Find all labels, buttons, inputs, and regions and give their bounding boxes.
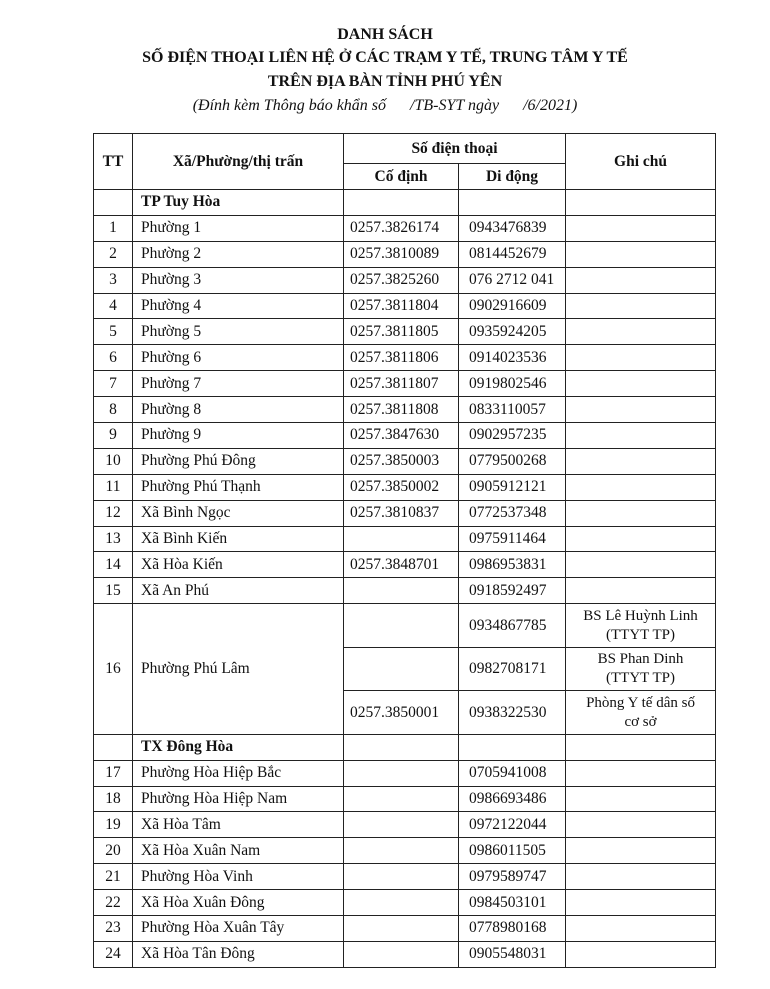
- cell-fixed: 0257.3811808: [344, 397, 459, 423]
- cell-area-name: Phường 4: [133, 293, 344, 319]
- cell-tt: 7: [94, 371, 133, 397]
- cell-fixed: [344, 890, 459, 916]
- cell-mobile: [459, 734, 566, 760]
- cell-area-name: Xã Bình Ngọc: [133, 500, 344, 526]
- cell-note: [566, 448, 716, 474]
- cell-mobile: 0779500268: [459, 448, 566, 474]
- cell-area-name: Phường Phú Đông: [133, 448, 344, 474]
- cell-fixed: [344, 604, 459, 648]
- cell-area-name: Xã Hòa Tân Đông: [133, 941, 344, 967]
- cell-tt: 4: [94, 293, 133, 319]
- header-phone: Số điện thoại: [344, 134, 566, 164]
- cell-mobile: 0914023536: [459, 345, 566, 371]
- cell-area-name: Phường 9: [133, 423, 344, 449]
- cell-fixed: 0257.3850003: [344, 448, 459, 474]
- table-row: [94, 890, 716, 916]
- cell-area-name: Phường Phú Lâm: [133, 604, 344, 735]
- table-row: [94, 578, 716, 604]
- table-row: [94, 397, 716, 423]
- table-row: [94, 552, 716, 578]
- cell-area-name: Phường 5: [133, 319, 344, 345]
- cell-tt: 22: [94, 890, 133, 916]
- cell-tt: 14: [94, 552, 133, 578]
- cell-area-name: Phường Hòa Vinh: [133, 864, 344, 890]
- cell-tt: 21: [94, 864, 133, 890]
- cell-area-name: Xã An Phú: [133, 578, 344, 604]
- cell-area-name: Phường Hòa Hiệp Bắc: [133, 760, 344, 786]
- table-row: [94, 293, 716, 319]
- header-mobile: Di động: [459, 164, 566, 190]
- cell-tt: 24: [94, 941, 133, 967]
- cell-tt: 2: [94, 241, 133, 267]
- note-line: Phòng Y tế dân số: [586, 694, 695, 711]
- cell-fixed: 0257.3811805: [344, 319, 459, 345]
- cell-note: [566, 604, 716, 648]
- cell-area-name: Phường Hòa Hiệp Nam: [133, 786, 344, 812]
- cell-mobile: 0986693486: [459, 786, 566, 812]
- document-subtitle: (Đính kèm Thông báo khẩn số /TB-SYT ngày /6/2021): [192, 97, 578, 114]
- cell-tt: 10: [94, 448, 133, 474]
- cell-fixed: [344, 647, 459, 691]
- cell-note: [566, 890, 716, 916]
- cell-note: [566, 293, 716, 319]
- cell-fixed: [344, 864, 459, 890]
- table-row: [94, 915, 716, 941]
- cell-tt: [94, 734, 133, 760]
- cell-note: [566, 371, 716, 397]
- cell-area-name: Phường Phú Thạnh: [133, 474, 344, 500]
- cell-area-name: Phường 7: [133, 371, 344, 397]
- table-row: [94, 864, 716, 890]
- cell-mobile: 076 2712 041: [459, 267, 566, 293]
- cell-area-name: Phường 3: [133, 267, 344, 293]
- cell-area-name: Xã Hòa Xuân Đông: [133, 890, 344, 916]
- cell-area-name: Phường 2: [133, 241, 344, 267]
- cell-mobile: 0972122044: [459, 812, 566, 838]
- cell-mobile: 0919802546: [459, 371, 566, 397]
- cell-mobile: 0938322530: [459, 691, 566, 735]
- cell-tt: 18: [94, 786, 133, 812]
- table-row: [94, 267, 716, 293]
- cell-fixed: 0257.3811807: [344, 371, 459, 397]
- cell-mobile: 0986011505: [459, 838, 566, 864]
- table-row: [94, 941, 716, 967]
- cell-area-name: Phường 6: [133, 345, 344, 371]
- cell-tt: 11: [94, 474, 133, 500]
- cell-tt: 23: [94, 915, 133, 941]
- cell-note: [566, 786, 716, 812]
- cell-note: [566, 474, 716, 500]
- cell-note: [566, 345, 716, 371]
- cell-fixed: 0257.3850002: [344, 474, 459, 500]
- cell-tt: 16: [94, 604, 133, 735]
- cell-tt: 6: [94, 345, 133, 371]
- cell-mobile: 0902916609: [459, 293, 566, 319]
- cell-area-name: Phường 8: [133, 397, 344, 423]
- group-name: TP Tuy Hòa: [133, 190, 344, 216]
- table-row: [94, 241, 716, 267]
- table-row: [94, 371, 716, 397]
- cell-mobile: 0943476839: [459, 215, 566, 241]
- cell-area-name: Xã Hòa Kiến: [133, 552, 344, 578]
- cell-area-name: Xã Bình Kiến: [133, 526, 344, 552]
- cell-fixed: 0257.3825260: [344, 267, 459, 293]
- cell-fixed: [344, 812, 459, 838]
- cell-mobile: 0975911464: [459, 526, 566, 552]
- cell-note: [566, 500, 716, 526]
- cell-fixed: [344, 760, 459, 786]
- cell-note: [566, 915, 716, 941]
- cell-note: [566, 397, 716, 423]
- table-row: [94, 838, 716, 864]
- note-line: cơ sở: [624, 713, 657, 730]
- table-row: [94, 526, 716, 552]
- table-row: [94, 215, 716, 241]
- cell-tt: 9: [94, 423, 133, 449]
- cell-area-name: Xã Hòa Tâm: [133, 812, 344, 838]
- table-row: [94, 604, 716, 648]
- header-fixed: Cố định: [344, 164, 459, 190]
- cell-note: [566, 864, 716, 890]
- cell-fixed: [344, 786, 459, 812]
- cell-note: [566, 838, 716, 864]
- cell-fixed: 0257.3847630: [344, 423, 459, 449]
- table-row: [94, 474, 716, 500]
- cell-tt: 17: [94, 760, 133, 786]
- header-tt: TT: [94, 134, 133, 190]
- cell-tt: 8: [94, 397, 133, 423]
- cell-note: [566, 552, 716, 578]
- cell-note: [566, 267, 716, 293]
- cell-fixed: [344, 915, 459, 941]
- group-row: [94, 734, 716, 760]
- table-row: [94, 786, 716, 812]
- cell-fixed: 0257.3810089: [344, 241, 459, 267]
- cell-tt: 15: [94, 578, 133, 604]
- table-body: [94, 190, 716, 968]
- cell-mobile: 0934867785: [459, 604, 566, 648]
- cell-mobile: 0986953831: [459, 552, 566, 578]
- cell-tt: 3: [94, 267, 133, 293]
- document-title: DANH SÁCH: [337, 26, 433, 43]
- header-note: Ghi chú: [566, 134, 716, 190]
- cell-mobile: 0984503101: [459, 890, 566, 916]
- document-title-line-3: TRÊN ĐỊA BÀN TỈNH PHÚ YÊN: [267, 73, 503, 90]
- cell-mobile: 0982708171: [459, 647, 566, 691]
- cell-mobile: 0778980168: [459, 915, 566, 941]
- group-name: TX Đông Hòa: [133, 734, 344, 760]
- cell-fixed: 0257.3811804: [344, 293, 459, 319]
- cell-fixed: [344, 734, 459, 760]
- cell-note: [566, 526, 716, 552]
- table-row: [94, 345, 716, 371]
- cell-note: [566, 812, 716, 838]
- cell-fixed: 0257.3848701: [344, 552, 459, 578]
- cell-fixed: [344, 838, 459, 864]
- cell-tt: 1: [94, 215, 133, 241]
- phone-directory-table: [93, 133, 716, 968]
- cell-area-name: Xã Hòa Xuân Nam: [133, 838, 344, 864]
- table-row: [94, 319, 716, 345]
- table-row: [94, 812, 716, 838]
- cell-mobile: 0772537348: [459, 500, 566, 526]
- cell-fixed: [344, 578, 459, 604]
- cell-note: [566, 734, 716, 760]
- cell-fixed: 0257.3810837: [344, 500, 459, 526]
- cell-fixed: [344, 190, 459, 216]
- cell-mobile: 0935924205: [459, 319, 566, 345]
- cell-note: [566, 760, 716, 786]
- table-row: [94, 500, 716, 526]
- cell-note: [566, 241, 716, 267]
- cell-tt: [94, 190, 133, 216]
- cell-mobile: [459, 190, 566, 216]
- cell-mobile: 0833110057: [459, 397, 566, 423]
- note-line: (TTYT TP): [606, 626, 676, 643]
- cell-note: [566, 423, 716, 449]
- cell-tt: 5: [94, 319, 133, 345]
- document-title-line-2: SỐ ĐIỆN THOẠI LIÊN HỆ Ở CÁC TRẠM Y TẾ, TRUNG TÂM Y TẾ: [142, 49, 628, 66]
- cell-fixed: 0257.3826174: [344, 215, 459, 241]
- cell-note: [566, 215, 716, 241]
- cell-tt: 20: [94, 838, 133, 864]
- note-line: BS Lê Huỳnh Linh: [583, 607, 698, 624]
- cell-note: [566, 319, 716, 345]
- table-row: [94, 448, 716, 474]
- cell-note: [566, 647, 716, 691]
- group-row: [94, 190, 716, 216]
- note-line: BS Phan Dinh: [597, 651, 684, 667]
- cell-tt: 19: [94, 812, 133, 838]
- cell-tt: 12: [94, 500, 133, 526]
- cell-tt: 13: [94, 526, 133, 552]
- document-header: [0, 24, 770, 118]
- cell-fixed: 0257.3850001: [344, 691, 459, 735]
- cell-fixed: [344, 526, 459, 552]
- cell-note: [566, 941, 716, 967]
- cell-note: [566, 190, 716, 216]
- cell-mobile: 0979589747: [459, 864, 566, 890]
- cell-area-name: Phường Hòa Xuân Tây: [133, 915, 344, 941]
- table-row: [94, 760, 716, 786]
- cell-mobile: 0814452679: [459, 241, 566, 267]
- cell-note: [566, 691, 716, 735]
- cell-mobile: 0918592497: [459, 578, 566, 604]
- cell-mobile: 0705941008: [459, 760, 566, 786]
- note-line: (TTYT TP): [606, 670, 676, 686]
- table-row: [94, 423, 716, 449]
- cell-area-name: Phường 1: [133, 215, 344, 241]
- cell-mobile: 0902957235: [459, 423, 566, 449]
- cell-fixed: 0257.3811806: [344, 345, 459, 371]
- cell-note: [566, 578, 716, 604]
- header-area: Xã/Phường/thị trấn: [133, 134, 344, 190]
- cell-mobile: 0905912121: [459, 474, 566, 500]
- cell-fixed: [344, 941, 459, 967]
- cell-mobile: 0905548031: [459, 941, 566, 967]
